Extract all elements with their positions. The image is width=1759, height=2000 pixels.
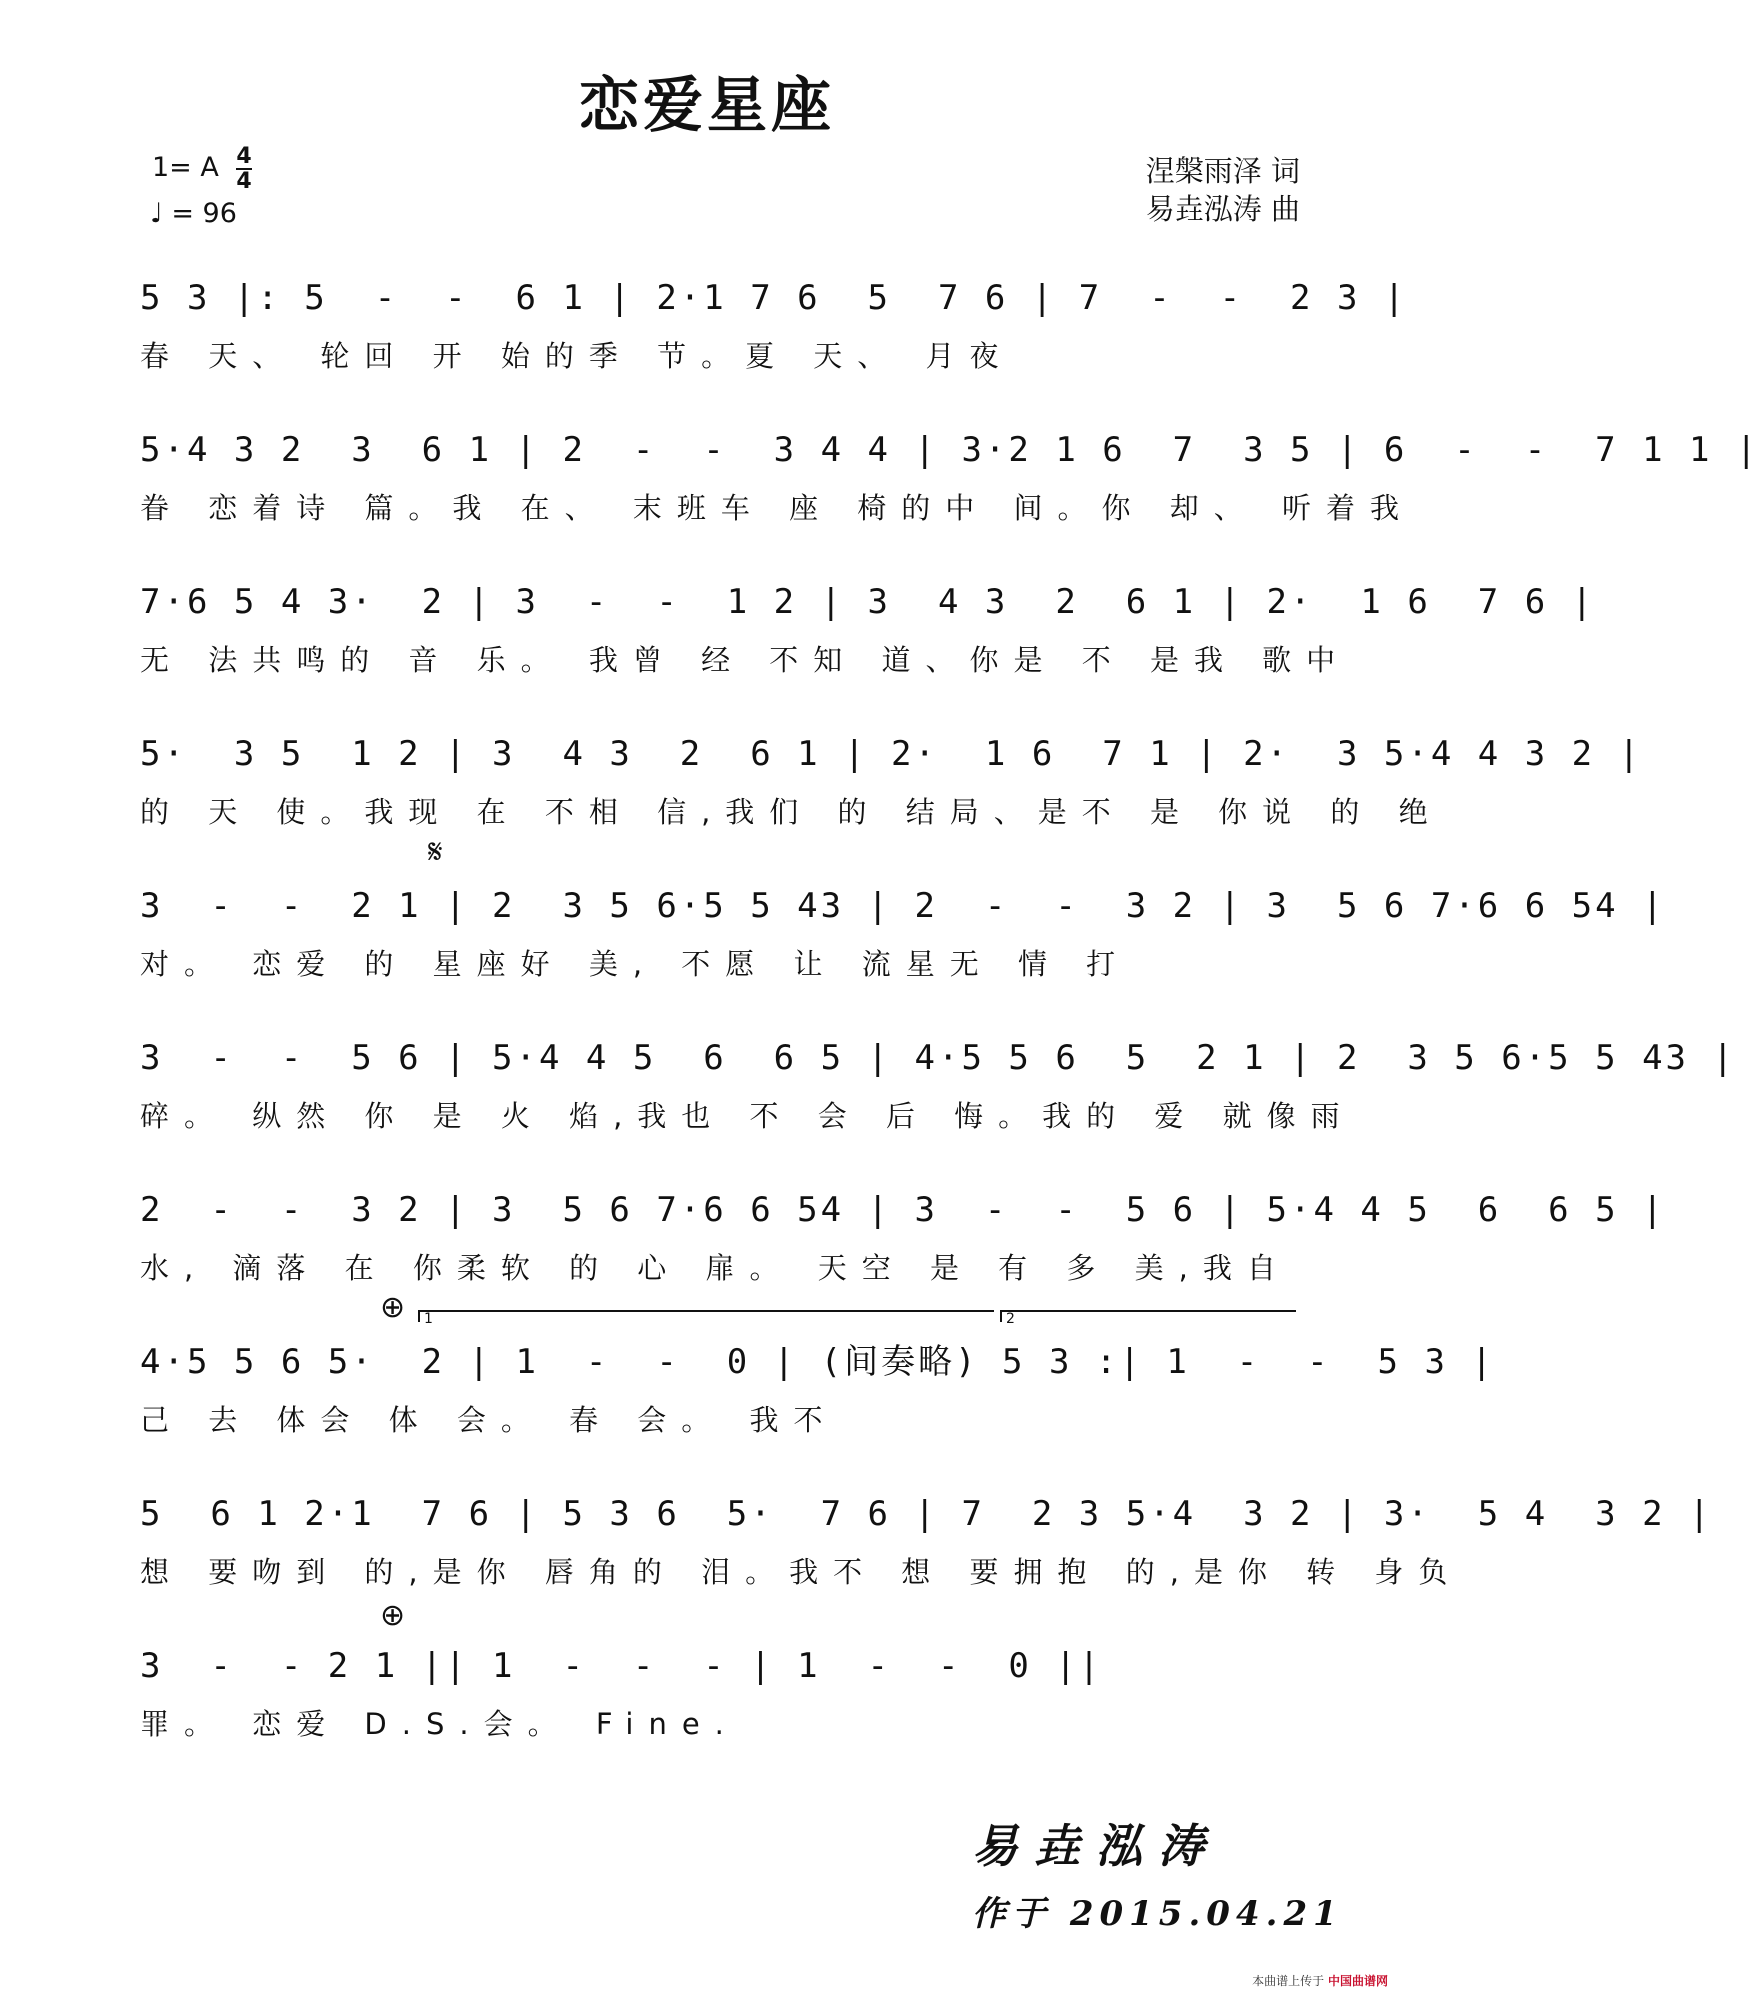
tempo-marking: ♩ = 96 <box>150 198 237 229</box>
notes-line: 5·4 3 2 3 6 1 | 2 - - 3 4 4 | 3·2 1 6 7 3 5 | 6 - - 7 1 1 | <box>140 430 1759 470</box>
footer-prefix: 本曲谱上传于 <box>1252 1974 1325 1988</box>
footer-brand-link[interactable]: 中国曲谱网 <box>1327 1974 1388 1988</box>
coda-mark: ⊕ <box>380 1598 406 1633</box>
notes-line: 3 - - 2 1 || 1 - - - | 1 - - 0 || <box>140 1646 1103 1686</box>
key-signature: 1= A <box>152 152 219 183</box>
notes-line: 2 - - 3 2 | 3 5 6 7·6 6 54 | 3 - - 5 6 | 5·4 4 5 6 6 5 | <box>140 1190 1666 1230</box>
time-signature-top: 4 <box>236 144 252 169</box>
segno-mark: 𝄋 <box>428 832 443 872</box>
notes-line: 3 - - 2 1 | 2 3 5 6·5 5 43 | 2 - - 3 2 | 3 5 6 7·6 6 54 | <box>140 886 1666 926</box>
lyricist-credit: 涅槃雨泽 词 <box>1145 154 1300 188</box>
second-ending-number: 2 <box>1006 1311 1015 1327</box>
composer-credit: 易垚泓涛 曲 <box>1145 192 1300 226</box>
lyrics-line: 春 天、 轮回 开 始的季 节。夏 天、 月夜 <box>140 339 1014 373</box>
time-signature <box>236 146 252 192</box>
lyrics-line: 无 法共鸣的 音 乐。 我曾 经 不知 道、你是 不 是我 歌中 <box>140 643 1351 677</box>
composition-date: 作于 2015.04.21 <box>972 1894 1343 1934</box>
lyrics-line: 对。 恋爱 的 星座好 美, 不愿 让 流星无 情 打 <box>140 947 1131 981</box>
credits <box>1146 152 1300 228</box>
song-title: 恋爱星座 <box>579 71 835 141</box>
lyrics-line: 己 去 体会 体 会。 春 会。 我不 <box>140 1403 838 1437</box>
notes-line: 3 - - 5 6 | 5·4 4 5 6 6 5 | 4·5 5 6 5 2 1 | 2 3 5 6·5 5 43 | <box>140 1038 1736 1078</box>
notes-line: 5 6 1 2·1 7 6 | 5 3 6 5· 7 6 | 7 2 3 5·4 3 2 | 3· 5 4 3 2 | <box>140 1494 1713 1534</box>
coda-mark: ⊕ <box>380 1290 406 1325</box>
lyrics-line: 水, 滴落 在 你柔软 的 心 扉。 天空 是 有 多 美,我自 <box>140 1251 1291 1285</box>
time-signature-bottom: 4 <box>236 169 252 194</box>
notes-line: 4·5 5 6 5· 2 | 1 - - 0 | (间奏略) 5 3 :| 1 - - 5 3 | <box>140 1342 1495 1382</box>
lyrics-line: 的 天 使。我现 在 不相 信,我们 的 结局、是不 是 你说 的 绝 <box>140 795 1443 829</box>
notes-line: 5· 3 5 1 2 | 3 4 3 2 6 1 | 2· 1 6 7 1 | 2· 3 5·4 4 3 2 | <box>140 734 1643 774</box>
notes-line: 7·6 5 4 3· 2 | 3 - - 1 2 | 3 4 3 2 6 1 | 2· 1 6 7 6 | <box>140 582 1596 622</box>
lyrics-line: 想 要吻到 的,是你 唇角的 泪。我不 想 要拥抱 的,是你 转 身负 <box>140 1555 1463 1589</box>
lyrics-line: 眷 恋着诗 篇。我 在、 末班车 座 椅的中 间。你 却、 听着我 <box>140 491 1414 525</box>
second-ending-bracket <box>1000 1310 1296 1327</box>
first-ending-bracket <box>418 1310 994 1327</box>
first-ending-number: 1 <box>424 1311 433 1327</box>
composer-signature: 易垚泓涛 <box>972 1819 1220 1873</box>
lyrics-line: 罪。 恋爱 D.S.会。 Fine. <box>140 1707 739 1741</box>
lyrics-line: 碎。 纵然 你 是 火 焰,我也 不 会 后 悔。我的 爱 就像雨 <box>140 1099 1355 1133</box>
notes-line: 5 3 |: 5 - - 6 1 | 2·1 7 6 5 7 6 | 7 - - 2 3 | <box>140 278 1408 318</box>
upload-footer <box>1252 1972 1388 1989</box>
